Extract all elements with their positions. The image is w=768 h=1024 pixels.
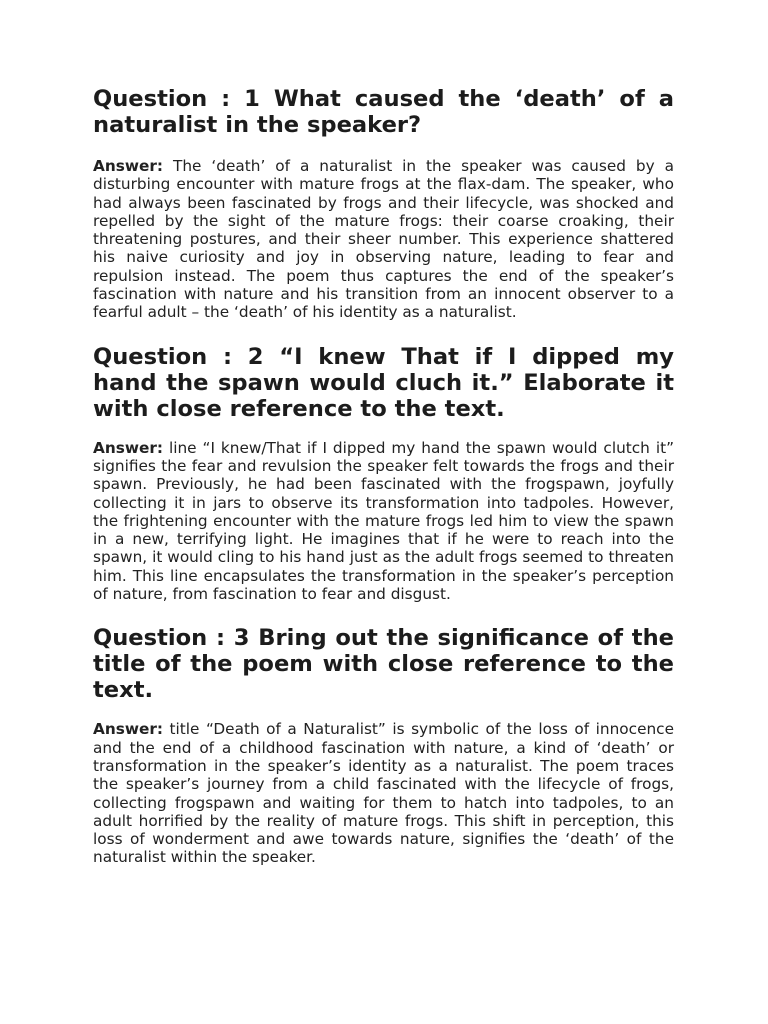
question-heading: Question : 2 “I knew That if I dipped my hand the spawn would cluch it.” Elaborate it with close reference to the text. xyxy=(93,343,674,422)
answer-label: Answer: xyxy=(93,720,164,739)
answer-label: Answer: xyxy=(93,157,164,175)
answer-text: The ‘death’ of a naturalist in the speaker was caused by a disturbing encounter with mature frogs at the flax-dam. The speaker, who had always been fascinated by frogs and their lifecycle, was shocked and repelled by the sight of the mature frogs: their coarse croaking, their threatening postures, and their sheer number. This experience shattered his naive curiosity and joy in observing nature, leading to fear and repulsion instead. The poem thus captures the end of the speaker’s fascination with nature and his transition from an innocent observer to a fearful adult – the ‘death’ of his identity as a naturalist. xyxy=(93,157,674,322)
question-block-3 xyxy=(93,625,674,866)
question-heading: Question : 1 What caused the ‘death’ of a naturalist in the speaker? xyxy=(93,86,674,138)
answer-text: line “I knew/That if I dipped my hand the spawn would clutch it” signifies the fear and revulsion the speaker felt towards the frogs and their spawn. Previously, he had been fascinated with the frogspawn, joyfully collecting it in jars to observe its transformation into tadpoles. However, the frightening encounter with the mature frogs led him to view the spawn in a new, terrifying light. He imagines that if he were to reach into the spawn, it would cling to his hand just as the adult frogs seemed to threaten him. This line encapsulates the transformation in the speaker’s perception of nature, from fascination to fear and disgust. xyxy=(93,438,674,604)
answer-paragraph xyxy=(93,720,674,866)
answer-text: title “Death of a Naturalist” is symbolic of the loss of innocence and the end of a childhood fascination with nature, a kind of ‘death’ or transformation in the speaker’s identity as a naturalist. The poem traces the speaker’s journey from a child fascinated with the lifecycle of frogs, collecting frogspawn and waiting for them to hatch into tadpoles, to an adult horrified by the reality of mature frogs. This shift in perception, this loss of wonderment and awe towards nature, signifies the ‘death’ of the naturalist within the speaker. xyxy=(93,720,674,867)
question-heading: Question : 3 Bring out the significance of the title of the poem with close reference to the text. xyxy=(93,625,674,704)
answer-label: Answer: xyxy=(93,438,164,457)
question-block-1 xyxy=(93,86,674,322)
answer-paragraph xyxy=(93,439,674,604)
document-page xyxy=(93,86,674,867)
question-block-2 xyxy=(93,344,674,604)
answer-paragraph xyxy=(93,157,674,322)
